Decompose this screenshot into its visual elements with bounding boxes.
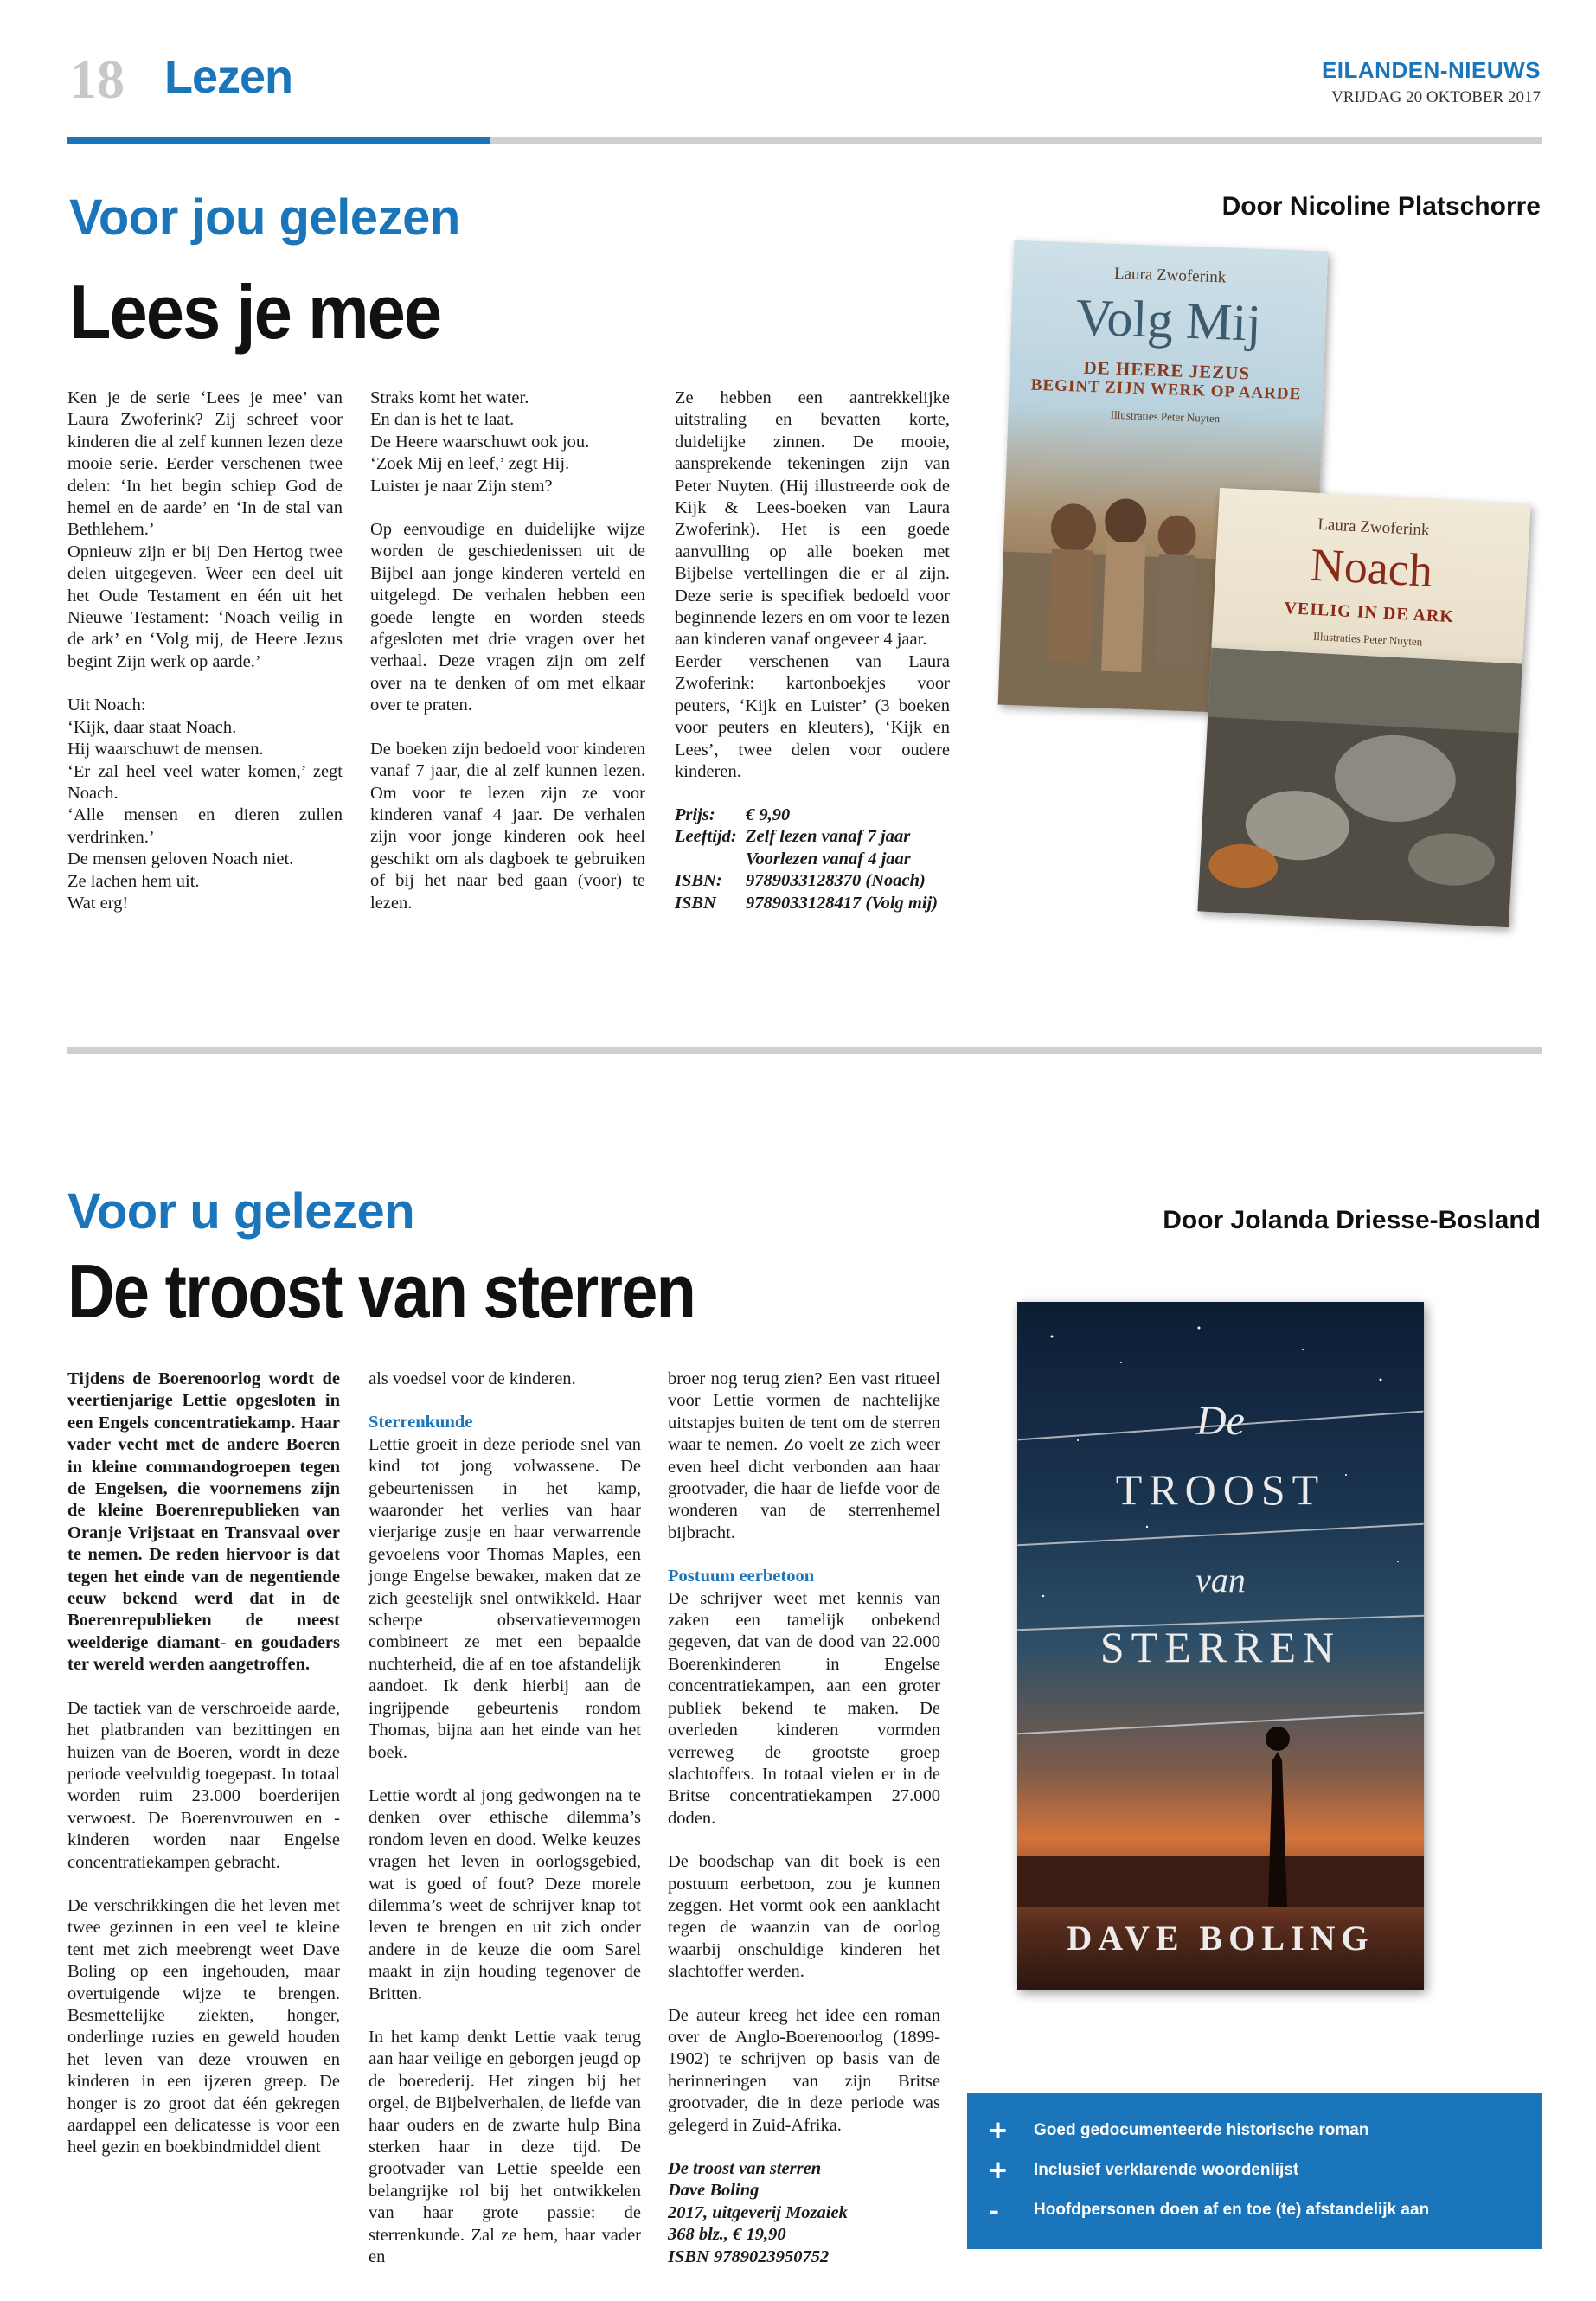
paragraph: De auteur kreeg het idee een roman over de Anglo-Boerenoorlog (1899-1902) te schrijven op basis van de herinneringen van zijn Britse grootvader, die in deze periode was gelegerd in Zuid-Afrika. — [668, 2005, 940, 2135]
paragraph: De verschrikkingen die het leven met twee gezinnen in een veel te kleine tent met zich meebrengt weet Dave Boling op een ingehouden, maar overtuigende wijze te brengen. Besmettelijke ziekten, honger, onderlinge ruzies en geweld houden het leven van deze vrouwen en kinderen in een ijzeren greep. De honger is zo groot dat één gekregen aardappel een delicatesse is voor een heel gezin en boekbindmiddel dient — [67, 1895, 340, 2157]
cover-illustrator: Illustraties Peter Nuyten — [1312, 629, 1423, 649]
article1-kicker: Voor jou gelezen — [69, 189, 460, 246]
cover-title: Noach — [1309, 538, 1434, 597]
paragraph: Lettie groeit in deze periode snel van kind tot jong volwassene. De gebeurtenissen in het kamp, waaronder het verlies van haar vierjarige zusje en haar verwarrende gevoelens voor Thomas Maples, een jonge Engelse bewaker, maken dat ze zich geestelijk snel ontwikkeld. Haar scherpe observatievermogen combineert ze met een bepaalde nuchterheid, die af en toe afstandelijk aandoet. Ik denk hierbij aan de ingrijpende gebeurtenis rondom Thomas, bijna aan het einde van het boek. — [369, 1434, 641, 1762]
info-row — [675, 870, 969, 892]
info-label: ISBN — [675, 893, 716, 913]
paragraph: Uit Noach: — [67, 695, 146, 715]
article2-column-1 — [67, 1368, 340, 2181]
info-row — [675, 849, 969, 870]
cover-title-word: STERREN — [1099, 1623, 1342, 1671]
article1-column-2 — [370, 388, 645, 936]
paragraph: Lettie wordt al jong gedwongen na te denken over ethische dilemma’s rondom leven en dood. Welke keuzes vragen het leven in oorlogsgebied, wat is goed of fout? Deze morele dilemma’s weet de schrijver knap tot leven te brengen en uit zich onder andere in de keuze die oom Sarel maakt in zijn houding tegenover de Britten. — [369, 1785, 641, 2003]
paragraph: Op eenvoudige en duidelijke wijze worden de geschiedenissen uit de Bijbel aan jonge kinderen verteld en uitgelegd. De verhalen hebben een goede lengte en worden steeds afgesloten met drie vragen over het verhaal. Deze vragen zijn om zelf over na te denken of om met elkaar over te praten. — [370, 520, 645, 715]
cover-title-word: van — [1195, 1561, 1246, 1599]
info-row — [675, 893, 969, 914]
paragraph: Opnieuw zijn er bij Den Hertog twee delen uitgegeven. Weer een deel uit het Oude Testament en één uit het Nieuwe Testament: ‘Noach veilig in de ark’ en ‘Volg mij, de Heere Jezus begint Zijn werk op aarde.’ — [67, 542, 343, 671]
cover-title-word: De — [1196, 1398, 1245, 1444]
info-label: Prijs: — [675, 805, 715, 824]
article1-column-3 — [675, 388, 950, 804]
book-info — [668, 2158, 940, 2268]
paragraph: De mensen geloven Noach niet. — [67, 849, 294, 869]
book-cover-noach — [1197, 488, 1530, 927]
article2-headline: De troost van sterren — [67, 1248, 695, 1334]
paragraph: Ken je de serie ‘Lees je mee’ van Laura Zwoferink? Zij schreef voor kinderen die al zelf kunnen lezen deze mooie serie. Eerder verschenen twee delen: ‘In het begin schiep God de hemel en de aarde’ en ‘In de stal van Bethlehem.’ — [67, 388, 343, 540]
paragraph: ‘Zoek Mij en leef,’ zegt Hij. — [370, 454, 570, 474]
pros-cons-item — [967, 2190, 1542, 2230]
article2-column-2 — [369, 1368, 641, 2290]
article1-book-info — [675, 804, 969, 914]
info-value: 9789033128417 (Volg mij) — [746, 893, 939, 913]
pros-cons-item — [967, 2111, 1542, 2150]
cover-author: Laura Zwoferink — [1317, 515, 1430, 540]
article1-column-1 — [67, 388, 343, 914]
subheading-sterrenkunde: Sterrenkunde — [369, 1413, 473, 1433]
section-title: Lezen — [164, 51, 293, 103]
article1-byline: Door Nicoline Platschorre — [1221, 192, 1541, 221]
paragraph: Luister je naar Zijn stem? — [370, 476, 553, 496]
paragraph: En dan is het te laat. — [370, 410, 515, 430]
pros-cons-text: Hoofdpersonen doen af en toe (te) afstandelijk aan — [1034, 2201, 1430, 2219]
paragraph: De tactiek van de verschroeide aarde, het platbranden van bezittingen en huizen van de Boeren, wordt in deze periode veelvuldig toegepast. In totaal worden ruim 23.000 boerderijen verwoest. De Boerenvrouwen en -kinderen worden naar Engelse concentratiekampen gebracht. — [67, 1698, 340, 1872]
subheading-postuum-eerbetoon: Postuum eerbetoon — [668, 1567, 815, 1586]
minus-icon: - — [989, 2192, 999, 2227]
lead-paragraph: Tijdens de Boerenoorlog wordt de veertienjarige Lettie opgesloten in een Engels concentratiekamp. Haar vader vecht met de andere Boeren in kleine commandogroepen tegen de Engelsen, die voornemens zijn de kleine Boerenrepublieken van Oranje Vrijstaat en Transvaal over te nemen. De reden hiervoor is dat tegen het einde van de negentiende eeuw bekend werd dat in de Boerenrepublieken de meest weelderige diamant- en goudaders ter wereld werden aangetroffen. — [67, 1369, 340, 1675]
paragraph: ‘Er zal heel veel water komen,’ zegt Noach. — [67, 761, 343, 803]
pros-cons-box — [967, 2093, 1542, 2249]
issue-date: VRIJDAG 20 OKTOBER 2017 — [1331, 88, 1541, 106]
cover-illustration — [1197, 648, 1522, 927]
book-info-line: Dave Boling — [668, 2181, 760, 2201]
info-label — [675, 849, 746, 870]
cover-subtitle: DE HEERE JEZUS — [1083, 356, 1251, 384]
info-row — [675, 826, 969, 848]
paragraph: De boodschap van dit boek is een postuum eerbetoon, zou je kunnen zeggen. Het vormt ook een aanklacht tegen de waanzin van de oorlog waarbij onschuldige kinderen het slachtoffer werden. — [668, 1852, 940, 1982]
paragraph: Eerder verschenen van Laura Zwoferink: kartonboekjes voor peuters, ‘Kijk en Luister’ (3 boeken voor peuters en kleuters), ‘Kijk en Lees’, twee delen voor oudere kinderen. — [675, 651, 950, 781]
paragraph: Ze lachen hem uit. — [67, 871, 200, 891]
pros-cons-item — [967, 2150, 1542, 2190]
paragraph: Hij waarschuwt de mensen. — [67, 740, 264, 760]
book-cover-troost-van-sterren — [1017, 1302, 1424, 1990]
info-value: 9789033128370 (Noach) — [746, 871, 926, 891]
paragraph: In het kamp denkt Lettie vaak terug aan haar veilige en geborgen jeugd op de boerederij. Het zingen bij het orgel, de Bijbelverhalen, de liefde van haar ouders en de zwarte hulp Bina sterken haar in deze tijd. De grootvader van Lettie speelde een belangrijke rol bij het ontwikkelen van haar grote passie: de sterrenkunde. Zal ze hem, haar vader en — [369, 2027, 641, 2267]
article-divider — [67, 1047, 1542, 1054]
paragraph: Ze hebben een aantrekkelijke uitstraling en bevatten korte, duidelijke zinnen. De mooie, aansprekende tekeningen zijn van Peter Nuyten. (Hij illustreerde ook de Kijk & Lees-boeken van Laura Zwoferink). Het is een goede aanvulling op alle boeken met Bijbelse vertellingen die er al zijn. Deze serie is specifiek bedoeld voor beginnende lezers en om voor te lezen aan kinderen vanaf ongeveer 4 jaar. — [675, 388, 950, 650]
paragraph: Straks komt het water. — [370, 388, 529, 407]
cover-subtitle: BEGINT ZIJN WERK OP AARDE — [1030, 375, 1302, 404]
paragraph: als voedsel voor de kinderen. — [369, 1369, 576, 1388]
paragraph: ‘Kijk, daar staat Noach. — [67, 717, 237, 737]
article1-headline: Lees je mee — [69, 269, 441, 355]
plus-icon: + — [989, 2152, 1008, 2188]
info-row — [675, 804, 969, 826]
info-label: Leeftijd: — [675, 827, 737, 847]
cover-title: Volg Mij — [1074, 288, 1262, 352]
info-label: ISBN: — [675, 871, 722, 891]
article2-byline: Door Jolanda Driesse-Bosland — [1163, 1206, 1541, 1234]
cover-author: DAVE BOLING — [1067, 1919, 1375, 1958]
cover-author: Laura Zwoferink — [1113, 264, 1227, 287]
paragraph: Wat erg! — [67, 893, 129, 913]
cover-subtitle: VEILIG IN DE ARK — [1284, 599, 1455, 627]
cover-title-word: TROOST — [1115, 1465, 1326, 1514]
page-number: 18 — [69, 48, 125, 110]
paragraph: De boeken zijn bedoeld voor kinderen vanaf 7 jaar, die al zelf kunnen lezen. Om voor te lezen zijn ze voor kinderen vanaf 4 jaar. De verhalen zijn voor jonge kinderen ook heel geschikt om als dagboek te gebruiken of bij het naar bed gaan (voor) te lezen. — [370, 739, 645, 913]
book-info-line: ISBN 9789023950752 — [668, 2247, 830, 2266]
paragraph: ‘Alle mensen en dieren zullen verdrinken.’ — [67, 805, 343, 847]
info-value: Voorlezen vanaf 4 jaar — [746, 849, 911, 868]
info-value: Zelf lezen vanaf 7 jaar — [746, 827, 911, 847]
paragraph: De schrijver weet met kennis van zaken een tamelijk onbekend gegeven, dat van de dood van 22.000 Boerenkinderen in Engelse concentratiekampen, aan een groter publiek bekend te maken. De overleden kinderen vormden verreweg de grootste groep slachtoffers. In totaal vielen er in de Britse concentratiekampen 27.000 doden. — [668, 1588, 940, 1828]
cover-illustrator: Illustraties Peter Nuyten — [1110, 407, 1221, 426]
header-rule-accent — [67, 137, 490, 144]
pros-cons-text: Goed gedocumenteerde historische roman — [1034, 2121, 1369, 2139]
info-value: € 9,90 — [746, 805, 791, 824]
article2-kicker: Voor u gelezen — [67, 1183, 415, 1240]
plus-icon: + — [989, 2112, 1008, 2148]
book-info-line: 2017, uitgeverij Mozaiek — [668, 2202, 848, 2222]
book-info-line: 368 blz., € 19,90 — [668, 2225, 786, 2245]
newspaper-brand: EILANDEN-NIEUWS — [1321, 57, 1541, 83]
paragraph: broer nog terug zien? Een vast ritueel voor Lettie vormen de nachtelijke uitstapjes buiten de tent om de sterren waar te nemen. Zo voelt ze zich weer even heel dicht verbonden aan haar grootvader, die haar de liefde voor de wonderen van de sterrenhemel bijbracht. — [668, 1369, 940, 1542]
paragraph: De Heere waarschuwt ook jou. — [370, 432, 590, 452]
book-info-line: De troost van sterren — [668, 2159, 822, 2178]
article2-column-3 — [668, 1368, 940, 2268]
pros-cons-text: Inclusief verklarende woordenlijst — [1034, 2161, 1299, 2179]
